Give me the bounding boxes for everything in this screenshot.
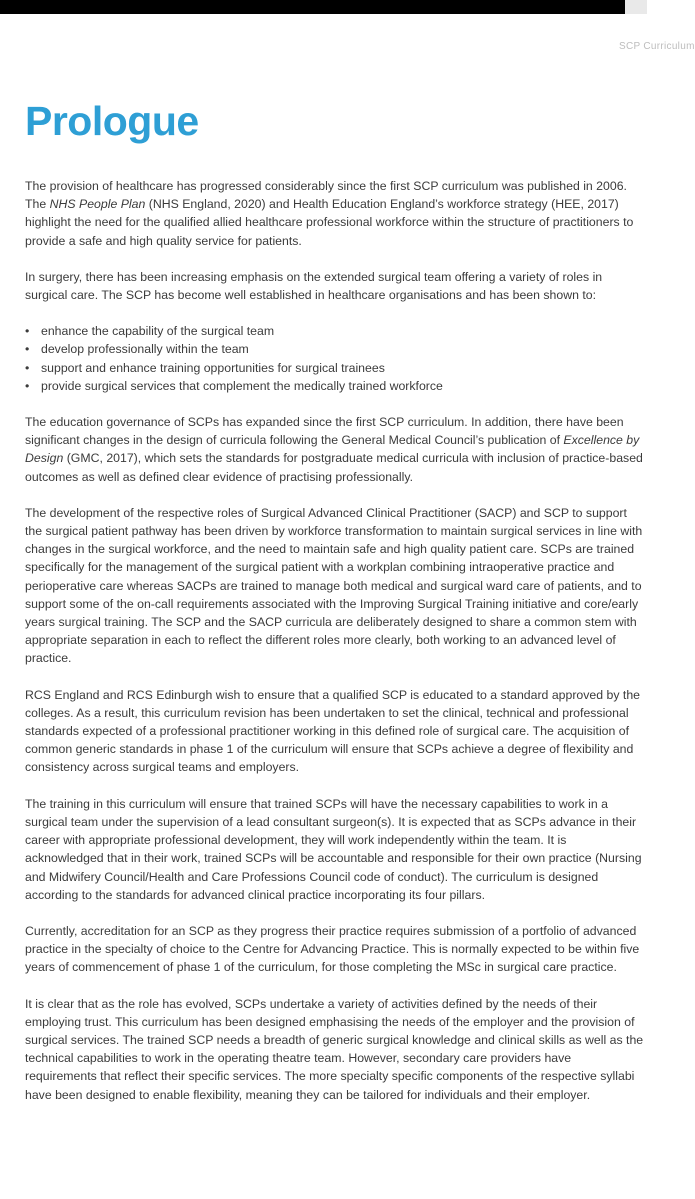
paragraph-surgery: In surgery, there has been increasing emphasis on the extended surgical team offering a variety of roles in surgical care. The SCP has become well established in healthcare organisations and has been shown to: xyxy=(25,269,603,303)
page-title: Prologue xyxy=(25,98,199,144)
paragraph-colleges: RCS England and RCS Edinburgh wish to ensure that a qualified SCP is educated to a standard approved by the colleges. As a result, this curriculum revision has been undertaken to set the clinical, technical and professional standards expected of a professional practitioner working in this defined role of surgical care. The acquisition of common generic standards in phase 1 of the curriculum will ensure that SCPs achieve a degree of flexibility and consistency across surgical teams and employers. xyxy=(25,687,641,775)
paragraph-intro: The provision of healthcare has progressed considerably since the first SCP curriculum was published in 2006. The NHS People Plan (NHS England, 2020) and Health Education England’s workforce strategy (HEE, 2017) highlight the need for the qualified allied healthcare professional workforce within the structure of practitioners to provide a safe and high quality service for patients. xyxy=(25,179,634,248)
list-item: • enhance the capability of the surgical team xyxy=(25,322,645,340)
list-item: • provide surgical services that complement the medically trained workforce xyxy=(25,377,645,395)
paragraph-role-evolution: It is clear that as the role has evolved, SCPs undertake a variety of activities defined by the needs of their employing trust. This curriculum has been designed emphasising the needs of the employer and the provision of surgical services. The trained SCP needs a breadth of generic surgical knowledge and clinical skills as well as the technical capabilities to work in the operating theatre team. However, secondary care providers have requirements that reflect their specific services. The more specialty specific components of the respective syllabi have been designed to enable flexibility, meaning they can be tailored for individuals and their employer. xyxy=(25,996,644,1102)
top-status-bar xyxy=(0,0,625,14)
paragraph-accreditation: Currently, accreditation for an SCP as they progress their practice requires submission of a portfolio of advanced practice in the specialty of choice to the Centre for Advancing Practice. This is normally expected to be within five years of commencement of phase 1 of the curriculum, for those completing the MSc in surgical care practice. xyxy=(25,923,640,975)
paragraph-roles: The development of the respective roles of Surgical Advanced Clinical Practitioner (SACP) and SCP to support the surgical patient pathway has been driven by workforce transformation to maintain surgical services in line with changes in the surgical workforce, and the need to maintain safe and high quality patient care. SCPs are trained specifically for the management of the surgical patient with a workplan combining intraoperative practice and perioperative care whereas SACPs are trained to manage both medical and surgical ward care of patients, and to support some of the on-call requirements associated with the Improving Surgical Training initiative and core/early years surgical training. The SCP and the SACP curricula are deliberately designed to share a common stem with appropriate separation in each to reflect the different roles more clearly, both working to an advanced level of practice. xyxy=(25,505,643,666)
running-header: SCP Curriculum xyxy=(619,41,695,52)
document-body xyxy=(25,177,645,1122)
paragraph-governance: The education governance of SCPs has expanded since the first SCP curriculum. In addition, there have been significant changes in the design of curricula following the General Medical Council’s publication of Excellence by Design (GMC, 2017), which sets the standards for postgraduate medical curricula with inclusion of practice-based outcomes as well as defined clear evidence of practising professionally. xyxy=(25,415,643,484)
list-item: • develop professionally within the team xyxy=(25,340,645,358)
top-status-bar-edge xyxy=(625,0,647,14)
list-item: • support and enhance training opportunities for surgical trainees xyxy=(25,359,645,377)
excellence-by-design-title: Excellence by Design xyxy=(25,433,640,466)
nhs-people-plan-title: NHS People Plan xyxy=(49,197,146,212)
paragraph-training: The training in this curriculum will ensure that trained SCPs will have the necessary capabilities to work in a surgical team under the supervision of a lead consultant surgeon(s). It is expected that as SCPs advance in their career with appropriate professional development, they will work independently within the team. It is acknowledged that in their work, trained SCPs will be accountable and responsible for their own practice (Nursing and Midwifery Council/Health and Care Professions Council code of conduct). The curriculum is designed according to the standards for advanced clinical practice incorporating its four pillars. xyxy=(25,796,642,902)
bullet-list xyxy=(25,322,645,395)
